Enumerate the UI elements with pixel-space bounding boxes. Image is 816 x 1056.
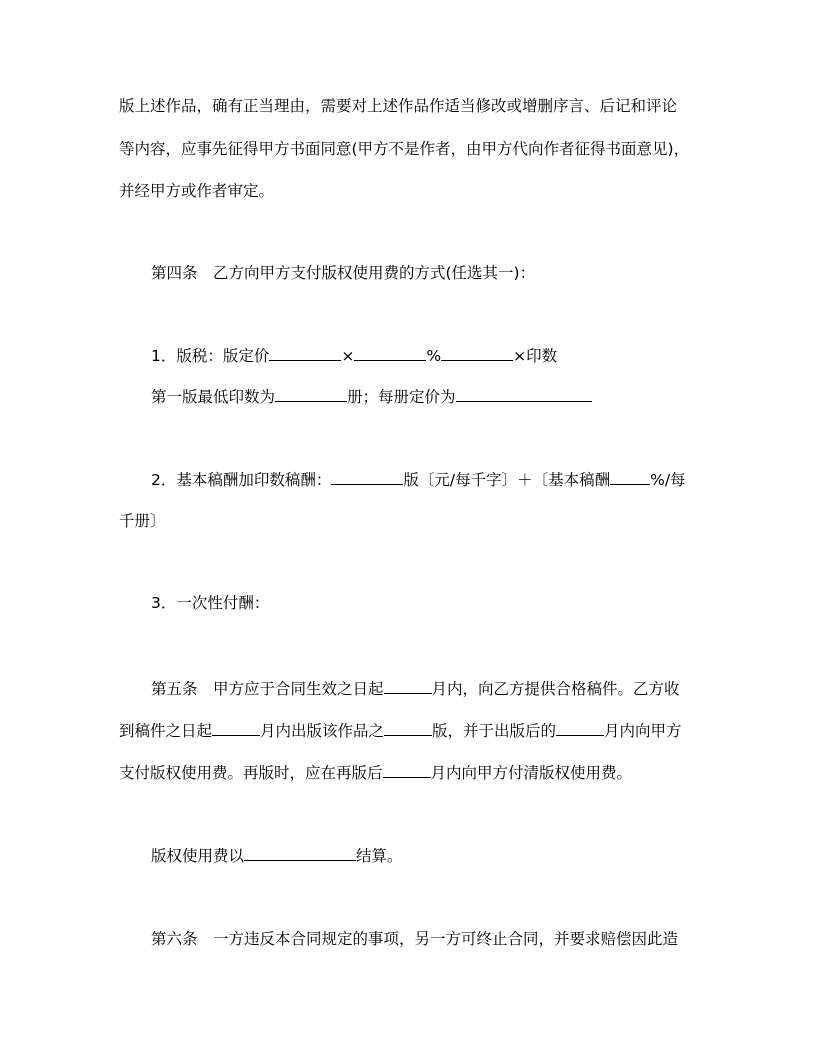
article-5-line-1 bbox=[151, 677, 680, 699]
text: 2．基本稿酬加印数稿酬： bbox=[151, 471, 332, 489]
text: 1．版税：版定价 bbox=[151, 347, 270, 365]
text: ×印数 bbox=[513, 347, 558, 365]
paragraph-line bbox=[119, 510, 166, 532]
text: 版〔元/每千字〕＋〔基本稿酬 bbox=[403, 471, 611, 489]
text: 到稿件之日起 bbox=[119, 722, 213, 740]
text: 等内容，应事先征得甲方书面同意(甲方不是作者，由甲方代向作者征得书面意见)， bbox=[119, 140, 690, 158]
text: %/每 bbox=[650, 471, 686, 489]
text: 第五条 甲方应于合同生效之日起 bbox=[151, 680, 384, 698]
text: 册；每册定价为 bbox=[347, 388, 456, 406]
text: × bbox=[341, 347, 355, 365]
text: 月内向甲方付清版权使用费。 bbox=[430, 764, 633, 782]
text: 第六条 一方违反本合同规定的事项，另一方可终止合同，并要求赔偿因此造 bbox=[151, 930, 679, 948]
text: 并经甲方或作者审定。 bbox=[119, 182, 275, 200]
fill-blank[interactable] bbox=[244, 844, 356, 861]
fill-blank[interactable] bbox=[556, 719, 604, 736]
fill-blank[interactable] bbox=[456, 385, 592, 402]
paragraph-line bbox=[119, 138, 689, 160]
article-4-heading bbox=[151, 262, 535, 284]
text: 第一版最低印数为 bbox=[151, 388, 276, 406]
article-6-line-1 bbox=[151, 928, 678, 950]
item-1-royalty bbox=[151, 344, 557, 366]
fill-blank[interactable] bbox=[384, 719, 432, 736]
fill-blank[interactable] bbox=[610, 468, 650, 485]
fill-blank[interactable] bbox=[384, 677, 432, 694]
text: % bbox=[426, 347, 442, 365]
text: 月内向甲方 bbox=[604, 722, 682, 740]
fill-blank[interactable] bbox=[383, 761, 431, 778]
item-1-min-print bbox=[151, 385, 592, 407]
item-3-lump-sum bbox=[151, 592, 269, 614]
item-2-basic-fee bbox=[151, 468, 686, 490]
text: 结算。 bbox=[356, 847, 403, 865]
text: 支付版权使用费。再版时，应在再版后 bbox=[119, 764, 383, 782]
article-5-line-3 bbox=[119, 761, 632, 783]
settlement-line bbox=[151, 844, 403, 866]
text: 第四条 乙方向甲方支付版权使用费的方式(任选其一)： bbox=[151, 264, 536, 282]
text: 版上述作品，确有正当理由，需要对上述作品作适当修改或增删序言、后记和评论 bbox=[119, 97, 678, 115]
paragraph-line bbox=[119, 95, 677, 117]
text: 千册〕 bbox=[119, 512, 166, 530]
fill-blank[interactable] bbox=[354, 344, 426, 361]
text: 版，并于出版后的 bbox=[432, 722, 557, 740]
fill-blank[interactable] bbox=[275, 385, 347, 402]
article-5-line-2 bbox=[119, 719, 682, 741]
fill-blank[interactable] bbox=[331, 468, 403, 485]
fill-blank[interactable] bbox=[269, 344, 341, 361]
text: 版权使用费以 bbox=[151, 847, 245, 865]
fill-blank[interactable] bbox=[441, 344, 513, 361]
fill-blank[interactable] bbox=[212, 719, 260, 736]
text: 月内出版该作品之 bbox=[260, 722, 385, 740]
paragraph-line bbox=[119, 180, 274, 202]
text: 3．一次性付酬： bbox=[151, 594, 270, 612]
text: 月内，向乙方提供合格稿件。乙方收 bbox=[431, 680, 680, 698]
